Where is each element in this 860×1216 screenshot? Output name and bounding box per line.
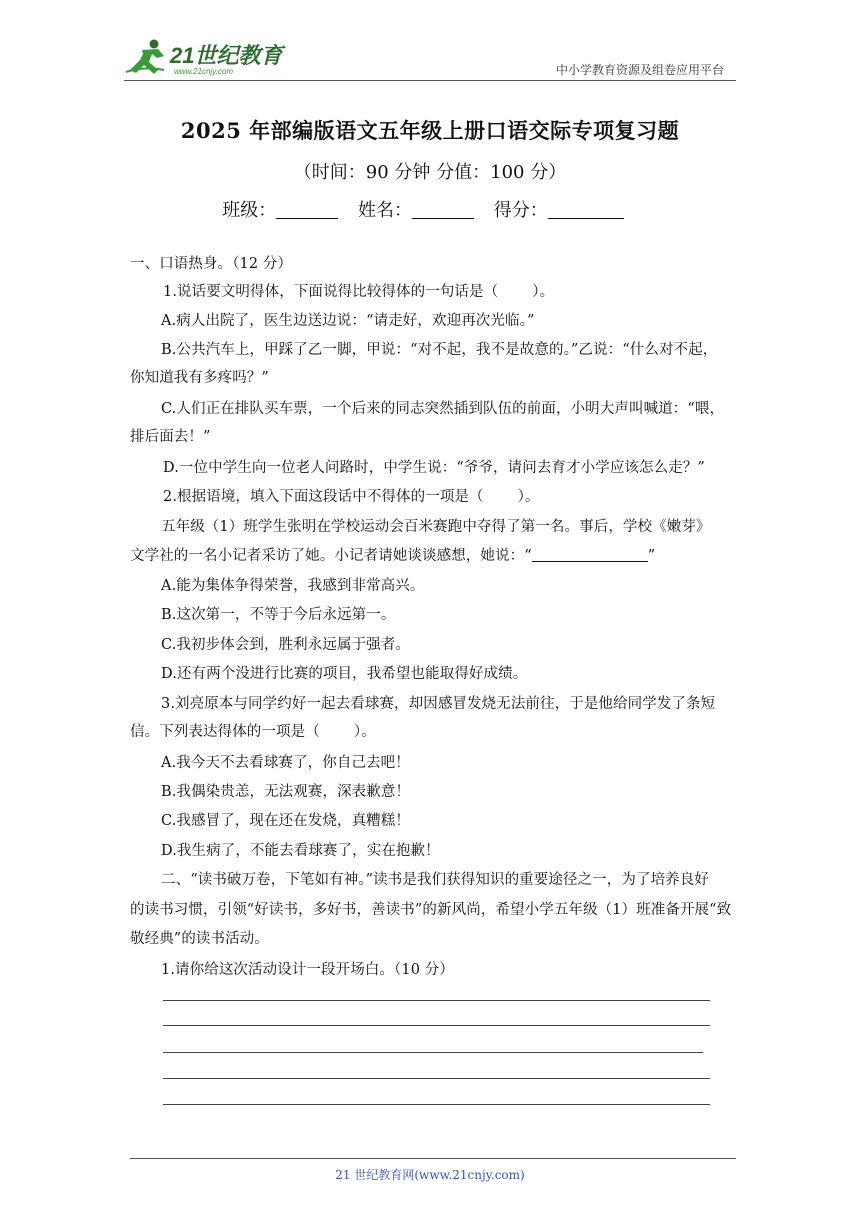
runner-logo-icon (124, 36, 294, 80)
q2-context-line2 (130, 544, 655, 565)
site-logo[interactable] (124, 36, 294, 80)
svg-text:21世纪教育: 21世纪教育 (170, 43, 283, 68)
class-blank[interactable] (276, 200, 338, 219)
score-label: 得分： (493, 200, 548, 221)
q3-option-a: A.我今天不去看球赛了，你自己去吧！ (161, 755, 410, 771)
q3-option-b: B.我偶染贵恙，无法观赛，深表歉意！ (161, 784, 411, 800)
section1-heading: 一、口语热身。（12 分） (130, 256, 293, 272)
answer-line[interactable] (163, 1000, 710, 1001)
class-label: 班级： (222, 200, 277, 221)
q2-context-line1: 五年级（1）班学生张明在学校运动会百米赛跑中夺得了第一名。事后，学校《嫩芽》 (161, 519, 711, 535)
footer-link[interactable]: 21 世纪教育网(www.21cnjy.com) (335, 1168, 525, 1182)
q1-stem-end: ）。 (532, 284, 555, 300)
q2-option-c: C.我初步体会到，胜利永远属于强者。 (161, 637, 410, 653)
q3-option-c: C.我感冒了，现在还在发烧，真糟糕！ (161, 813, 410, 829)
q1-option-b-line1: B.公共汽车上，甲踩了乙一脚，甲说：“对不起，我不是故意的。”乙说：“什么对不起， (161, 342, 718, 358)
q3-stem-text: 信。下列表达得体的一项是（ (130, 724, 320, 740)
q1-option-b-line2: 你知道我有多疼吗？” (130, 370, 269, 386)
name-label: 姓名： (358, 200, 412, 221)
q2-option-b: B.这次第一，不等于今后永远第一。 (161, 607, 396, 623)
svg-text:www.21cnjy.com: www.21cnjy.com (174, 67, 233, 76)
q2-stem (163, 485, 540, 506)
q1-option-c-line1: C.人们正在排队买车票，一个后来的同志突然插到队伍的前面，小明大声叫喊道：“喂， (161, 401, 725, 417)
score-blank[interactable] (548, 200, 624, 219)
answer-line[interactable] (163, 1052, 703, 1053)
q1-option-c-line2: 排后面去！” (130, 429, 211, 445)
q2-stem-end: ）。 (517, 489, 540, 505)
q1-stem-text: 1.说话要文明得体，下面说得比较得体的一句话是（ (163, 284, 499, 300)
section2-para-line1: 二、“读书破万卷，下笔如有神。”读书是我们获得知识的重要途径之一，为了培养良好 (161, 872, 709, 888)
section2-para-line3: 敬经典”的读书活动。 (130, 931, 269, 947)
answer-line[interactable] (163, 1078, 710, 1079)
q2-stem-text: 2.根据语境，填入下面这段话中不得体的一项是（ (163, 489, 484, 505)
q1-stem (163, 280, 554, 301)
q3-stem-end: ）。 (353, 724, 376, 740)
answer-line[interactable] (163, 1104, 710, 1105)
section2-q1: 1.请你给这次活动设计一段开场白。（10 分） (161, 962, 454, 978)
q2-option-d: D.还有两个没进行比赛的项目，我希望也能取得好成绩。 (161, 666, 528, 682)
q2-context-end: ” (647, 548, 656, 564)
q2-fill-blank[interactable] (532, 547, 648, 562)
name-blank[interactable] (412, 200, 474, 219)
q3-option-d: D.我生病了，不能去看球赛了，实在抱歉！ (161, 843, 440, 859)
q3-stem-line1: 3.刘亮原本与同学约好一起去看球赛，却因感冒发烧无法前往，于是他给同学发了条短 (161, 696, 716, 712)
section2-para-line2: 的读书习惯，引领“好读书，多好书，善读书”的新风尚，希望小学五年级（1）班准备开展“致 (130, 902, 732, 918)
answer-line[interactable] (163, 1025, 710, 1026)
exam-time-score: （时间：90 分钟 分值：100 分） (293, 162, 567, 183)
q3-stem-line2 (130, 720, 376, 741)
q2-context-text: 文学社的一名小记者采访了她。小记者请她谈谈感想，她说：“ (130, 548, 532, 564)
page-title: 2025 年部编版语文五年级上册口语交际专项复习题 (180, 118, 680, 143)
footer-divider (130, 1158, 736, 1159)
q1-option-a: A.病人出院了，医生边送边说：“请走好，欢迎再次光临。” (161, 313, 535, 329)
header-divider (124, 80, 736, 81)
q2-option-a: A.能为集体争得荣誉，我感到非常高兴。 (161, 578, 425, 594)
platform-slogan: 中小学教育资源及组卷应用平台 (555, 63, 724, 77)
student-info-row (0, 196, 860, 222)
q1-option-d: D.一位中学生向一位老人问路时，中学生说：“爷爷，请问去育才小学应该怎么走？” (163, 460, 705, 476)
